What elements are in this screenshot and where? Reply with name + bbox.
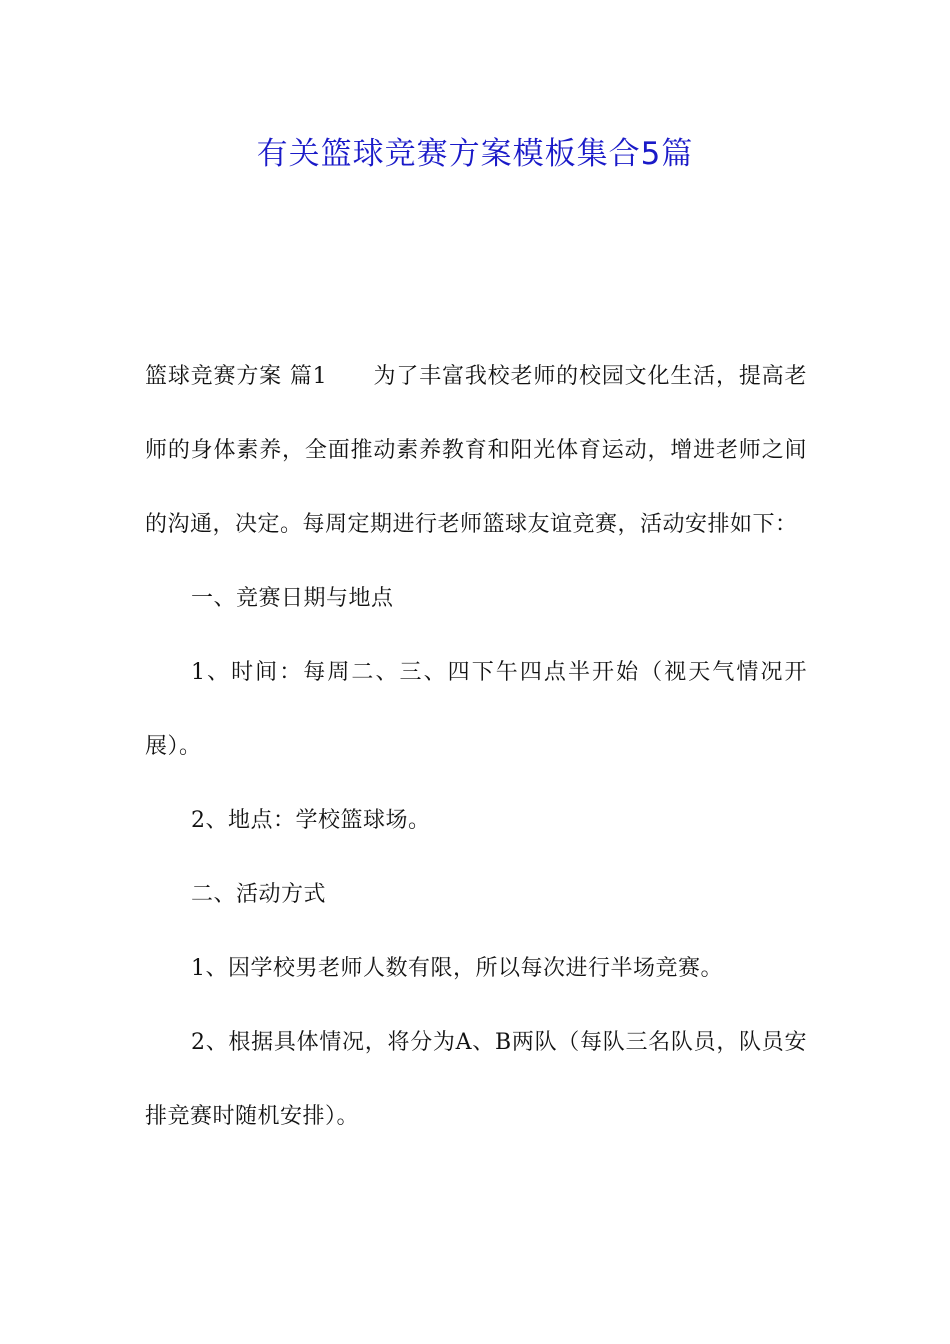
paragraph-4: 二、活动方式: [191, 882, 327, 907]
document-title: 有关篮球竞赛方案模板集合5篇: [256, 136, 694, 172]
paragraph-6: 2、根据具体情况，将分为A、B两队（每队三名队员，队员安排竞赛时随机安排）。: [145, 1030, 807, 1129]
paragraph-3: 2、地点：学校篮球场。: [191, 808, 431, 833]
paragraph-2: 1、时间：每周二、三、四下午四点半开始（视天气情况开展）。: [145, 660, 807, 759]
paragraph-5: 1、因学校男老师人数有限，所以每次进行半场竞赛。: [191, 956, 723, 981]
document-body: [145, 340, 807, 1154]
section-heading: 篮球竞赛方案 篇1: [145, 364, 328, 389]
intro-text: 为了丰富我校老师的校园文化生活，提高老师的身体素养，全面推动素养教育和阳光体育运动，增进老师之间的沟通，决定。每周定期进行老师篮球友谊竞赛，活动安排如下：: [145, 364, 807, 537]
paragraph-1: 一、竞赛日期与地点: [191, 586, 394, 611]
intro-paragraph: [145, 340, 807, 562]
